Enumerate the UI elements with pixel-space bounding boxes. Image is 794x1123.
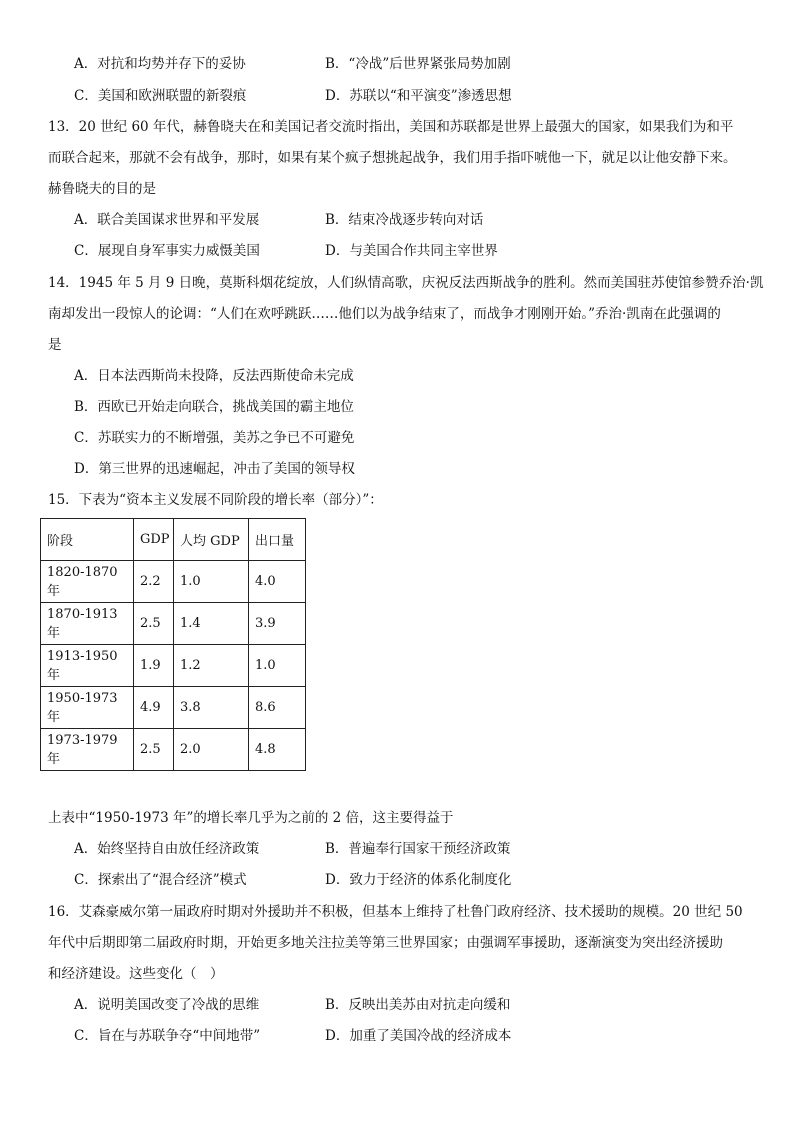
q15-option-d: D．致力于经济的体系化制度化 [325, 872, 512, 888]
growth-rate-table [40, 518, 306, 771]
q15-option-a: A．始终坚持自由放任经济政策 [74, 841, 260, 857]
table-cell: 1.9 [134, 645, 174, 687]
table-cell: 2.5 [134, 729, 174, 771]
q16-option-b: B．反映出美苏由对抗走向缓和 [325, 997, 511, 1013]
table-row [41, 729, 306, 771]
table-row [41, 687, 306, 729]
q13-option-b: B．结束冷战逐步转向对话 [325, 212, 484, 228]
table-cell: 3.9 [249, 603, 306, 645]
table-header-cell: 阶段 [41, 519, 134, 561]
table-cell: 1.2 [174, 645, 249, 687]
table-row [41, 561, 306, 603]
q14-stem-line-1: 14．1945 年 5 月 9 日晚，莫斯科烟花绽放，人们纵情高歌，庆祝反法西斯战争的胜利。然而美国驻苏使馆参赞乔治·凯 [48, 275, 764, 291]
table-cell: 1950-1973 年 [41, 687, 134, 729]
table-header-row [41, 519, 306, 561]
table-cell: 4.8 [249, 729, 306, 771]
table-header-cell: GDP [134, 519, 174, 561]
table-cell: 1.0 [174, 561, 249, 603]
q16-option-d: D．加重了美国冷战的经济成本 [325, 1028, 512, 1044]
table-cell: 1870-1913 年 [41, 603, 134, 645]
table-cell: 4.9 [134, 687, 174, 729]
q12-option-c: C．美国和欧洲联盟的新裂痕 [74, 88, 247, 104]
q16-stem-line-2: 年代中后期即第二届政府时期，开始更多地关注拉美等第三世界国家；由强调军事援助，逐渐演变为突出经济援助 [48, 935, 723, 951]
q13-stem-line-2: 而联合起来，那就不会有战争，那时，如果有某个疯子想挑起战争，我们用手指吓唬他一下，就足以让他安静下来。 [48, 150, 737, 166]
q14-option-c: C．苏联实力的不断增强，美苏之争已不可避免 [74, 430, 355, 446]
table-cell: 8.6 [249, 687, 306, 729]
table-header-cell: 出口量 [249, 519, 306, 561]
q14-option-a: A．日本法西斯尚未投降，反法西斯使命未完成 [74, 368, 354, 384]
q16-option-c: C．旨在与苏联争夺“中间地带” [74, 1028, 261, 1044]
q13-stem-line-3: 赫鲁晓夫的目的是 [48, 181, 156, 197]
table-cell: 2.0 [174, 729, 249, 771]
q13-option-c: C．展现自身军事实力威慑美国 [74, 243, 260, 259]
table-row [41, 645, 306, 687]
table-cell: 1820-1870 年 [41, 561, 134, 603]
q16-option-a: A．说明美国改变了冷战的思维 [74, 997, 260, 1013]
table-cell: 1973-1979 年 [41, 729, 134, 771]
q14-stem-line-3: 是 [48, 337, 62, 353]
q15-question: 上表中“1950-1973 年”的增长率几乎为之前的 2 倍，这主要得益于 [48, 810, 454, 826]
table-cell: 2.2 [134, 561, 174, 603]
table-cell: 1913-1950 年 [41, 645, 134, 687]
q13-option-d: D．与美国合作共同主宰世界 [325, 243, 498, 259]
table-row [41, 603, 306, 645]
q13-option-a: A．联合美国谋求世界和平发展 [74, 212, 260, 228]
q16-stem-line-1: 16．艾森豪威尔第一届政府时期对外援助并不积极，但基本上维持了杜鲁门政府经济、技术援助的规模。20 世纪 50 [48, 904, 743, 920]
q15-option-c: C．探索出了“混合经济”模式 [74, 872, 247, 888]
q14-option-b: B．西欧已开始走向联合，挑战美国的霸主地位 [74, 399, 354, 415]
table-cell: 3.8 [174, 687, 249, 729]
q15-intro: 15．下表为“资本主义发展不同阶段的增长率（部分）”： [48, 492, 383, 508]
table-cell: 1.0 [249, 645, 306, 687]
q12-option-b: B．“冷战”后世界紧张局势加剧 [325, 56, 511, 72]
table-cell: 2.5 [134, 603, 174, 645]
q16-stem-line-3: 和经济建设。这些变化（ ） [48, 966, 224, 982]
q15-option-b: B．普遍奉行国家干预经济政策 [325, 841, 511, 857]
q14-stem-line-2: 南却发出一段惊人的论调：“人们在欢呼跳跃……他们以为战争结束了，而战争才刚刚开始。”乔治·凯南在此强调的 [48, 306, 721, 322]
table-header-cell: 人均 GDP [174, 519, 249, 561]
q12-option-d: D．苏联以“和平演变”渗透思想 [325, 88, 512, 104]
q12-option-a: A．对抗和均势并存下的妥协 [74, 56, 246, 72]
table-cell: 4.0 [249, 561, 306, 603]
table-cell: 1.4 [174, 603, 249, 645]
q14-option-d: D．第三世界的迅速崛起，冲击了美国的领导权 [74, 461, 355, 477]
q13-stem-line-1: 13．20 世纪 60 年代，赫鲁晓夫在和美国记者交流时指出，美国和苏联都是世界上最强大的国家，如果我们为和平 [48, 119, 734, 135]
